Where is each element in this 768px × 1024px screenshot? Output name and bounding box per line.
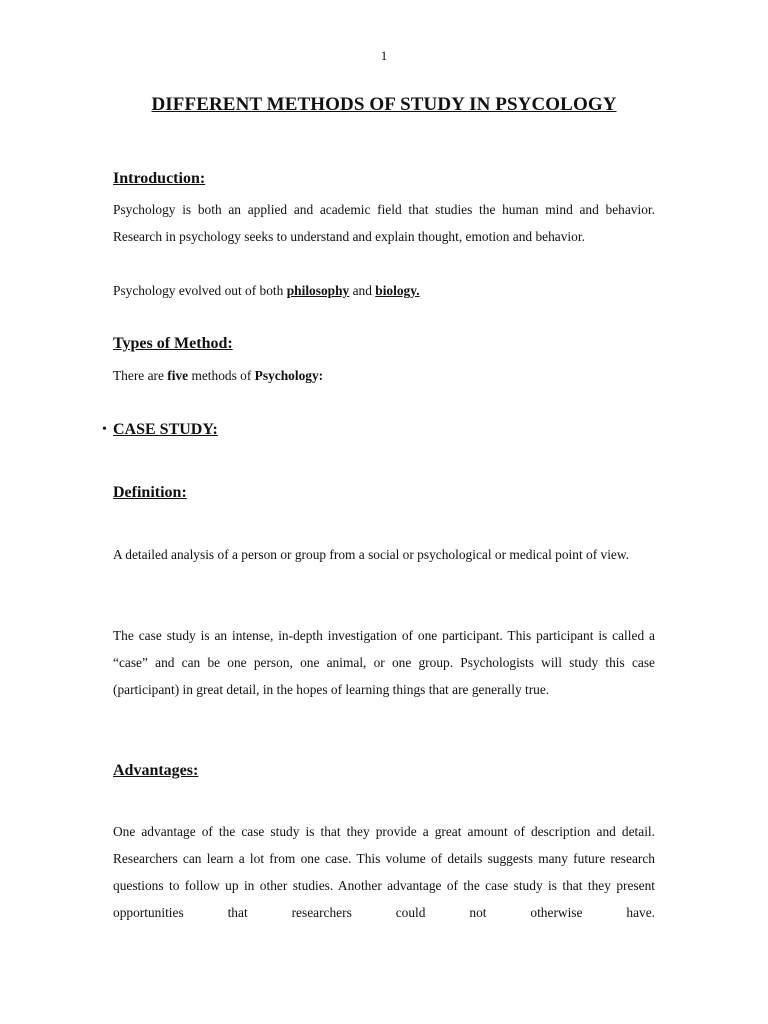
case-study-heading: CASE STUDY: xyxy=(113,421,218,438)
evolved-and: and xyxy=(349,283,376,298)
types-middle: methods of xyxy=(188,368,255,383)
case-study-bullet-item xyxy=(102,421,218,439)
page-title: DIFFERENT METHODS OF STUDY IN PSYCOLOGY xyxy=(151,94,617,115)
types-heading: Types of Method: xyxy=(113,335,233,352)
page-number: 1 xyxy=(380,48,388,63)
types-line xyxy=(113,362,323,389)
evolved-line xyxy=(113,277,420,304)
case-study-description: The case study is an intense, in-depth investigation of one participant. This participant is called a “case” and can be one person, one animal, or one group. Psychologists will study this case (participant) in great detail, in the hopes of learning things that are generally true. xyxy=(113,628,655,697)
introduction-heading-colon: : xyxy=(199,170,206,187)
introduction-heading-text: Introduction xyxy=(113,170,200,187)
introduction-paragraph: Psychology is both an applied and academic field that studies the human mind and behavior. Research in psychology seeks to understand and explain thought, emotion and behavior. xyxy=(113,202,655,244)
evolved-prefix: Psychology evolved out of both xyxy=(113,283,287,298)
advantages-text: One advantage of the case study is that they provide a great amount of description and detail. Researchers can learn a lot from one case. This volume of details suggests many future research questions to follow up in other studies. Another advantage of the case study is that they present opportunities that researchers could not otherwise have. xyxy=(113,824,655,920)
definition-heading: Definition: xyxy=(113,484,187,501)
advantages-heading: Advantages: xyxy=(113,762,199,779)
bullet-icon: • xyxy=(102,422,107,437)
philosophy-term: philosophy xyxy=(286,283,350,298)
types-count: five xyxy=(167,368,189,383)
definition-text: A detailed analysis of a person or group from a social or psychological or medical point of view. xyxy=(113,547,630,562)
types-prefix: There are xyxy=(113,368,168,383)
types-subject: Psychology: xyxy=(254,368,324,383)
biology-term: biology. xyxy=(375,283,420,298)
introduction-heading xyxy=(113,170,205,188)
